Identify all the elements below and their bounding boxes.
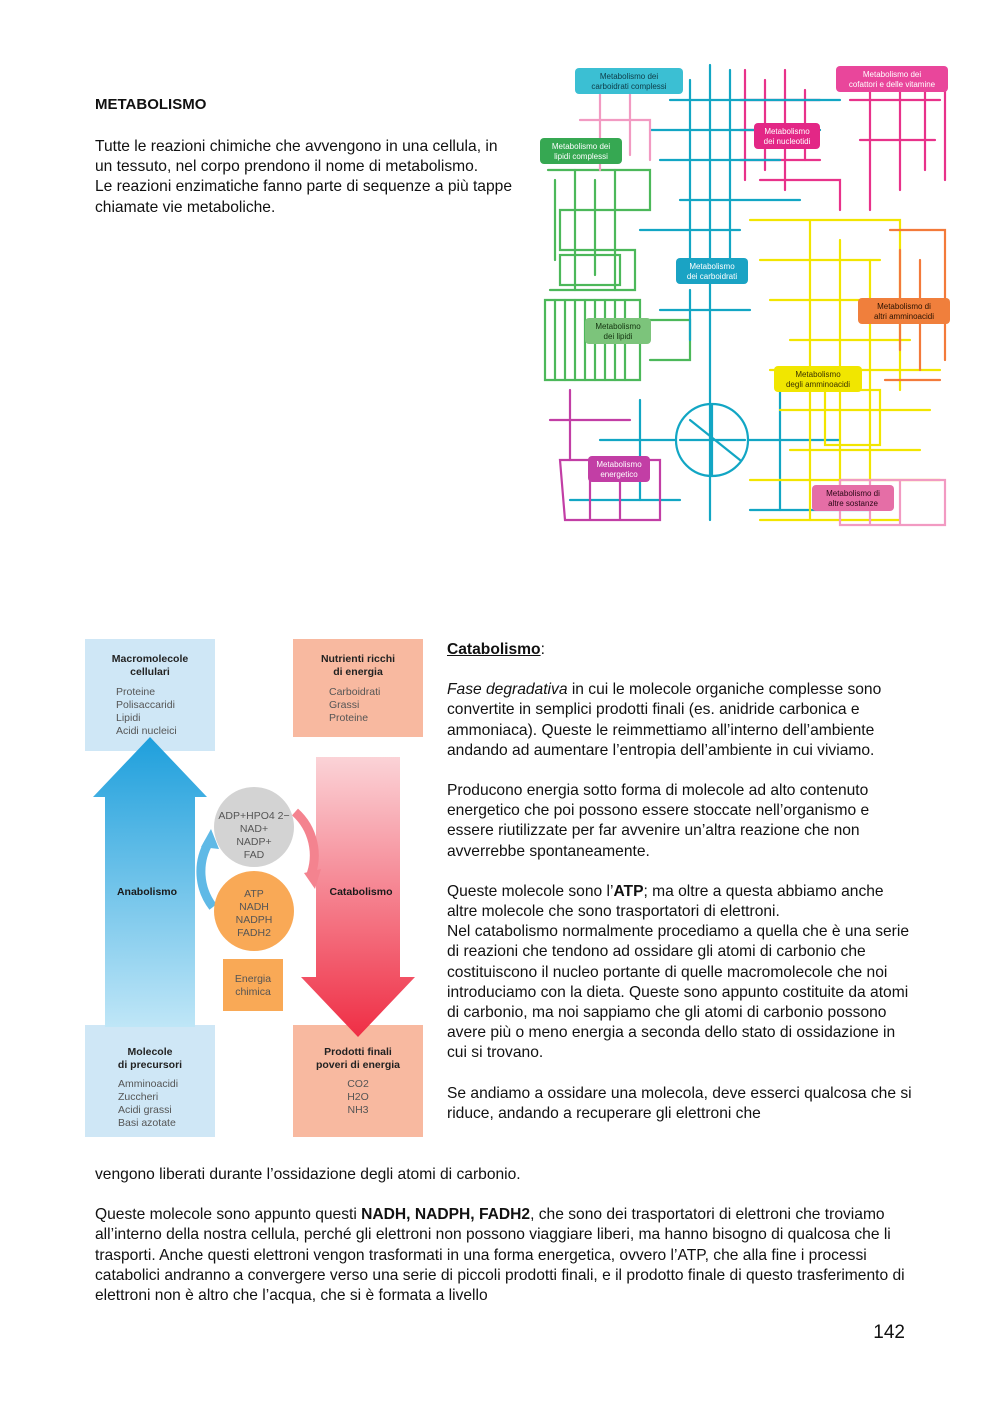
paragraph-text: Queste molecole sono appunto questi [95,1206,362,1224]
paragraph-text: ; ma oltre a questa abbiamo anche altre molecole che sono trasportatori di elettroni. [447,882,884,921]
map-label: Metabolismo [689,262,735,271]
macro-item: Acidi nucleici [116,725,177,737]
map-label: energetico [600,470,638,479]
catabolism-paragraph: Se andiamo a ossidare una molecola, deve esserci qualcosa che si riduce, andando a recuperare gli elettroni che [447,1084,912,1122]
low-energy-item: NAD+ [239,823,269,835]
low-energy-item: FAD [243,849,265,861]
heading-colon: : [540,641,545,658]
chemical-energy-label: chimica [235,986,271,998]
catabolism-paragraph: Producono energia sotto forma di molecole ad alto contenuto energetico che poi possono essere stoccate nell’organismo e essere riutilizzate per far avvenire un’altra reazione che non avverrebbe spontaneamente. [447,782,870,860]
page-title: METABOLISMO [95,96,207,113]
map-label: lipidi complessi [554,152,608,161]
products-item: CO2 [347,1078,369,1090]
paragraph-text: Queste molecole sono l’ [447,882,614,900]
precursors-item: Amminoacidi [118,1078,179,1090]
carriers-bold: NADH, NADPH, FADH2 [361,1206,531,1224]
catabolism-paragraph: Nel catabolismo normalmente procediamo a quella che è una serie di reazioni che tendono ad ossidare gli atomi di carbonio che costituiscono il nucleo portante di quelle macromolecole che noi introduciamo con la dieta. Queste sono appunto costituite da atomi di carbonio, ma noi sappiamo che gli atomi di carbonio possono avere più o meno energia a seconda dello stato di ossidazione in cui si trovano. [447,923,910,1062]
catabolism-heading: Catabolismo [447,641,541,658]
low-energy-item: NADP+ [236,836,272,848]
products-item: NH3 [347,1104,369,1116]
map-label: Metabolismo dei [599,72,659,81]
map-label: altre sostanze [828,499,878,508]
catabolism-section [447,640,917,1124]
map-label: carboidrati complessi [591,82,667,91]
nutrients-item: Grassi [329,699,360,711]
macro-item: Lipidi [116,712,141,724]
metabolism-cycle-figure [85,637,430,1142]
map-label: Metabolismo di [826,489,880,498]
emphasis-text: Fase degradativa [447,681,568,699]
map-label: dei nucleotidi [763,137,811,146]
catabolism-paragraph [447,882,917,922]
macro-item: Polisaccaridi [116,699,175,711]
map-label: Metabolismo di [877,302,931,311]
map-label: Metabolismo dei [551,142,611,151]
metabolic-map [540,60,952,530]
catabolism-paragraph [447,680,917,761]
page-number: 142 [873,1322,905,1343]
map-label: Metabolismo dei [862,70,922,79]
nutrients-item: Proteine [329,712,369,724]
precursors-title: di precursori [117,1059,183,1071]
precursors-item: Zuccheri [118,1091,159,1103]
precursors-item: Acidi grassi [118,1104,172,1116]
precursors-title: Molecole [127,1046,173,1058]
nutrients-title: Nutrienti ricchi [320,653,396,665]
high-energy-item: NADPH [235,914,273,926]
products-title: Prodotti finali [324,1046,392,1058]
map-label: Metabolismo [596,460,642,469]
map-label: cofattori e delle vitamine [848,80,936,89]
map-label: dei lipidi [603,332,633,341]
bottom-paragraph [95,1205,910,1306]
macro-item: Proteine [116,686,156,698]
high-energy-item: NADH [239,901,269,913]
map-label: Metabolismo [764,127,810,136]
catabolism-heading-line [447,640,917,660]
products-item: H2O [347,1091,369,1103]
intro-text [95,137,515,218]
low-energy-item: ADP+HPO4 2− [218,810,290,822]
nutrients-item: Carboidrati [329,686,381,698]
macro-title: Macromolecole [111,653,189,665]
precursors-item: Basi azotate [118,1117,176,1129]
paragraph-text: , che sono dei trasportatori di elettroni che troviamo all’interno della nostra cellula, perché gli elettroni non possono viaggiare liberi, ma hanno bisogno di qualcosa che li trasporti. Anche questi elettroni vengon trasformati in una forma energetica, ovvero l’ATP, che alla fine i processi catabolici andranno a convergere verso una serie di piccoli prodotti finali, e il prodotto finale di questo trasferimento di elettroni non è altro che l’acqua, che si è formata a livello [95,1206,905,1305]
intro-paragraph: Le reazioni enzimatiche fanno parte di sequenze a più tappe chiamate vie metaboliche. [95,178,512,216]
map-label: degli amminoacidi [785,380,851,389]
bottom-text [95,1165,910,1326]
intro-paragraph: Tutte le reazioni chimiche che avvengono in una cellula, in un tessuto, nel corpo prendono il nome di metabolismo. [95,138,498,176]
paragraph-text: in cui le molecole organiche complesse sono convertite in semplici prodotti finali (es. anidride carbonica e ammoniaca). Queste le reimmettiamo all’interno dell’ambiente andando ad aumentare l’entropia dell’ambiente in cui viviamo. [447,681,882,759]
catabolism-label: Catabolismo [329,886,393,898]
map-label: Metabolismo [795,370,841,379]
nutrients-title: di energia [333,666,383,678]
macro-title: cellulari [130,666,170,678]
products-title: poveri di energia [315,1059,401,1071]
map-label: Metabolismo [595,322,641,331]
atp-bold: ATP [613,882,644,900]
high-energy-item: ATP [244,888,264,900]
map-label: dei carboidrati [686,272,738,281]
chemical-energy-label: Energia [234,973,272,985]
bottom-paragraph: vengono liberati durante l’ossidazione degli atomi di carbonio. [95,1166,521,1183]
anabolism-arrow [93,737,207,1027]
anabolism-label: Anabolismo [116,886,178,898]
map-label: altri amminoacidi [873,312,935,321]
high-energy-item: FADH2 [237,927,271,939]
